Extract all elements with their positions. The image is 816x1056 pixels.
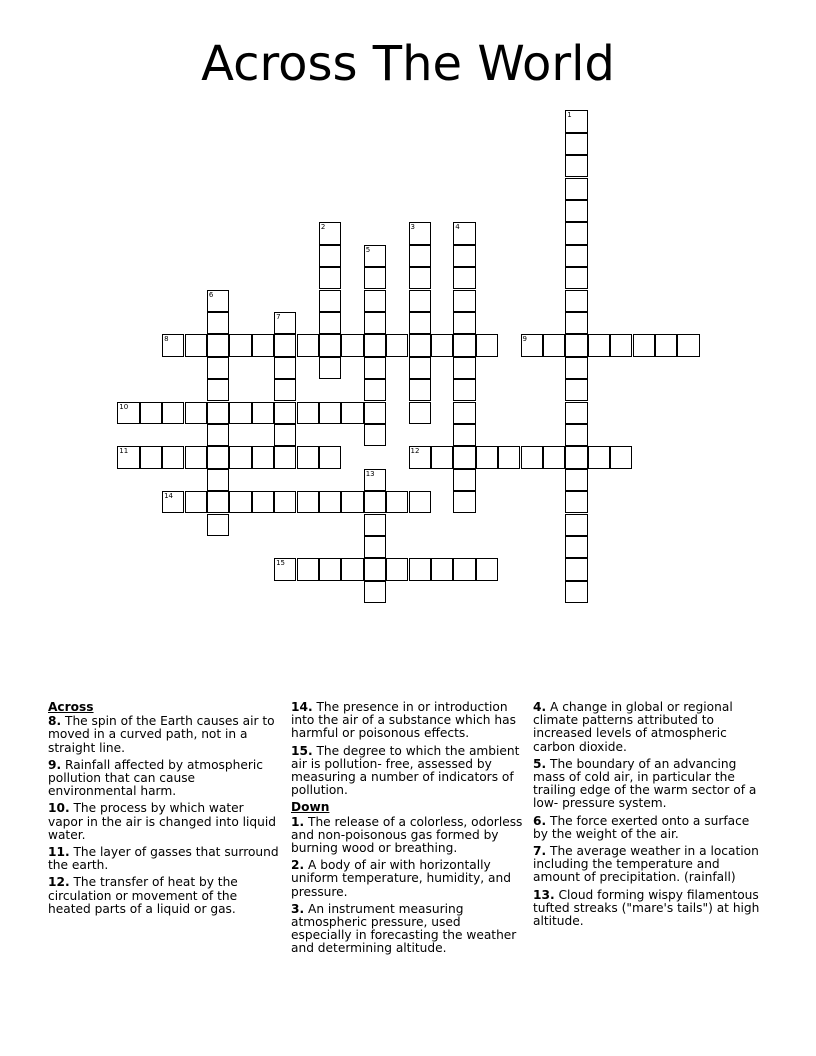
clue-text: The degree to which the ambient air is pollution- free, assessed by measuring a number of indicators of pollution. (291, 743, 520, 798)
grid-cell[interactable] (364, 558, 386, 580)
cell-number: 11 (119, 447, 129, 456)
grid-cell[interactable] (319, 491, 341, 513)
clue-text: A body of air with horizontally uniform temperature, humidity, and pressure. (291, 858, 511, 899)
clue-number: 4. (533, 700, 547, 714)
clue-number: 3. (291, 901, 305, 916)
clue-number: 11. (48, 845, 70, 860)
grid-cell[interactable] (341, 402, 363, 424)
grid-cell[interactable] (431, 334, 453, 356)
clue-number: 8. (48, 714, 62, 729)
clue-down-13 (533, 889, 765, 929)
grid-cell[interactable] (229, 446, 251, 468)
clue-number: 12. (48, 875, 70, 890)
grid-cell[interactable] (207, 446, 229, 468)
clue-down-7 (533, 845, 765, 885)
grid-cell[interactable] (409, 312, 431, 334)
grid-cell[interactable] (274, 357, 296, 379)
grid-cell[interactable] (364, 290, 386, 312)
grid-cell[interactable] (453, 446, 475, 468)
grid-cell[interactable] (319, 267, 341, 289)
grid-cell[interactable] (565, 290, 587, 312)
clue-down-1 (291, 816, 523, 856)
grid-cell[interactable] (319, 245, 341, 267)
cell-number: 5 (365, 245, 371, 254)
grid-cell[interactable] (364, 514, 386, 536)
grid-cell[interactable] (207, 469, 229, 491)
grid-cell[interactable] (274, 334, 296, 356)
grid-cell[interactable] (386, 558, 408, 580)
clue-number: 10. (48, 801, 70, 816)
grid-cell[interactable] (453, 222, 475, 244)
grid-cell[interactable] (207, 424, 229, 446)
grid-cell[interactable] (431, 558, 453, 580)
grid-cell[interactable] (297, 558, 319, 580)
clue-down-3 (291, 903, 523, 956)
clue-text: The transfer of heat by the circulation or movement of the heated parts of a liquid or gas. (48, 875, 238, 916)
grid-cell[interactable] (207, 312, 229, 334)
clue-column-2 (291, 701, 523, 960)
grid-cell[interactable] (252, 334, 274, 356)
clue-text: Cloud forming wispy filamentous tufted streaks ("mare's tails") at high altitude. (533, 887, 760, 929)
grid-cell[interactable] (319, 222, 341, 244)
grid-cell[interactable] (453, 312, 475, 334)
clue-text: The boundary of an advancing mass of cold air, in particular the trailing edge of the warm sector of a low- pressure system. (533, 756, 757, 811)
grid-cell[interactable] (476, 558, 498, 580)
grid-cell[interactable] (565, 110, 587, 132)
grid-cell[interactable] (565, 424, 587, 446)
down-heading: Down (291, 800, 330, 815)
grid-cell[interactable] (364, 469, 386, 491)
clue-across-14 (291, 701, 523, 741)
cell-number: 3 (410, 223, 415, 232)
grid-cell[interactable] (588, 334, 610, 356)
grid-cell[interactable] (610, 334, 632, 356)
clue-text: The process by which water vapor in the air is changed into liquid water. (48, 801, 277, 842)
grid-cell[interactable] (274, 402, 296, 424)
grid-cell[interactable] (117, 402, 139, 424)
grid-cell[interactable] (565, 267, 587, 289)
clue-number: 9. (48, 757, 62, 772)
grid-cell[interactable] (565, 446, 587, 468)
grid-cell[interactable] (364, 536, 386, 558)
clue-down-4 (533, 701, 765, 754)
grid-cell[interactable] (117, 446, 139, 468)
grid-cell[interactable] (565, 245, 587, 267)
grid-cell[interactable] (341, 491, 363, 513)
grid-cell[interactable] (409, 357, 431, 379)
grid-cell[interactable] (565, 514, 587, 536)
clue-down-5 (533, 758, 765, 811)
grid-cell[interactable] (364, 402, 386, 424)
grid-cell[interactable] (453, 424, 475, 446)
grid-cell[interactable] (565, 200, 587, 222)
grid-cell[interactable] (297, 402, 319, 424)
clue-column-1 (48, 701, 280, 920)
grid-cell[interactable] (274, 312, 296, 334)
clue-down-2 (291, 859, 523, 899)
grid-cell[interactable] (274, 424, 296, 446)
grid-cell[interactable] (207, 334, 229, 356)
grid-cell[interactable] (341, 334, 363, 356)
grid-cell[interactable] (565, 133, 587, 155)
clue-number: 15. (291, 743, 313, 758)
clue-text: The spin of the Earth causes air to moved in a curved path, not in a straight line. (48, 714, 275, 755)
grid-cell[interactable] (252, 402, 274, 424)
clue-text: The presence in or introduction into the air of a substance which has harmful or poisonous effects. (291, 700, 516, 741)
grid-cell[interactable] (409, 245, 431, 267)
cell-number: 8 (164, 335, 169, 344)
grid-cell[interactable] (207, 357, 229, 379)
grid-cell[interactable] (565, 312, 587, 334)
clue-number: 1. (291, 814, 305, 829)
grid-cell[interactable] (565, 178, 587, 200)
grid-cell[interactable] (207, 290, 229, 312)
clue-column-3 (533, 701, 765, 932)
grid-cell[interactable] (364, 334, 386, 356)
grid-cell[interactable] (319, 402, 341, 424)
grid-cell[interactable] (409, 491, 431, 513)
grid-cell[interactable] (476, 446, 498, 468)
grid-cell[interactable] (386, 334, 408, 356)
cell-number: 6 (208, 290, 214, 299)
grid-cell[interactable] (409, 446, 431, 468)
cell-number: 9 (522, 335, 527, 344)
grid-cell[interactable] (162, 491, 184, 513)
clue-number: 13. (533, 887, 555, 902)
grid-cell[interactable] (565, 469, 587, 491)
grid-cell[interactable] (185, 402, 207, 424)
grid-cell[interactable] (207, 379, 229, 401)
clue-text: The average weather in a location including the temperature and amount of precipitation. (rainfall) (533, 844, 759, 885)
grid-cell[interactable] (453, 558, 475, 580)
grid-cell[interactable] (677, 334, 699, 356)
clue-across-11 (48, 846, 280, 872)
clue-text: An instrument measuring atmospheric pressure, used especially in forecasting the weather and determining altitude. (291, 901, 517, 956)
cell-number: 10 (119, 402, 129, 411)
grid-cell[interactable] (185, 446, 207, 468)
grid-cell[interactable] (319, 558, 341, 580)
grid-cell[interactable] (274, 558, 296, 580)
grid-cell[interactable] (565, 491, 587, 513)
grid-cell[interactable] (364, 491, 386, 513)
clue-number: 14. (291, 700, 313, 714)
clue-across-8 (48, 715, 280, 755)
grid-cell[interactable] (274, 446, 296, 468)
grid-cell[interactable] (364, 267, 386, 289)
clue-across-10 (48, 802, 280, 842)
grid-cell[interactable] (409, 267, 431, 289)
cell-number: 2 (320, 223, 326, 232)
grid-cell[interactable] (140, 446, 162, 468)
grid-cell[interactable] (162, 402, 184, 424)
clue-text: Rainfall affected by atmospheric pollution that can cause environmental harm. (48, 757, 263, 799)
grid-cell[interactable] (319, 312, 341, 334)
grid-cell[interactable] (229, 334, 251, 356)
grid-cell[interactable] (521, 446, 543, 468)
grid-cell[interactable] (498, 446, 520, 468)
grid-cell[interactable] (364, 245, 386, 267)
grid-cell[interactable] (543, 446, 565, 468)
grid-cell[interactable] (565, 222, 587, 244)
puzzle-title: Across The World (201, 36, 615, 92)
across-heading: Across (48, 700, 94, 714)
clue-number: 6. (533, 813, 547, 828)
clue-text: A change in global or regional climate patterns attributed to increased levels of atmospheric carbon dioxide. (533, 700, 733, 754)
clue-text: The layer of gasses that surround the earth. (48, 845, 279, 873)
grid-cell[interactable] (297, 334, 319, 356)
grid-cell[interactable] (633, 334, 655, 356)
grid-cell[interactable] (364, 312, 386, 334)
cell-number: 7 (276, 312, 281, 321)
grid-cell[interactable] (207, 514, 229, 536)
grid-cell[interactable] (364, 424, 386, 446)
grid-cell[interactable] (565, 402, 587, 424)
grid-cell[interactable] (453, 402, 475, 424)
cell-number: 13 (365, 469, 375, 478)
cell-number: 15 (276, 559, 286, 568)
grid-cell[interactable] (207, 402, 229, 424)
clue-across-9 (48, 759, 280, 799)
grid-cell[interactable] (453, 469, 475, 491)
clue-across-12 (48, 876, 280, 916)
grid-cell[interactable] (453, 357, 475, 379)
grid-cell[interactable] (476, 334, 498, 356)
clue-text: The release of a colorless, odorless and non-poisonous gas formed by burning wood or breathing. (291, 814, 523, 856)
grid-cell[interactable] (565, 155, 587, 177)
grid-cell[interactable] (409, 379, 431, 401)
grid-cell[interactable] (588, 446, 610, 468)
grid-cell[interactable] (274, 379, 296, 401)
grid-cell[interactable] (185, 334, 207, 356)
grid-cell[interactable] (543, 334, 565, 356)
grid-cell[interactable] (453, 491, 475, 513)
grid-cell[interactable] (297, 446, 319, 468)
grid-cell[interactable] (319, 334, 341, 356)
cell-number: 1 (567, 111, 572, 120)
grid-cell[interactable] (453, 267, 475, 289)
grid-cell[interactable] (386, 491, 408, 513)
clue-number: 2. (291, 858, 305, 873)
grid-cell[interactable] (453, 245, 475, 267)
grid-cell[interactable] (409, 558, 431, 580)
grid-cell[interactable] (274, 491, 296, 513)
grid-cell[interactable] (521, 334, 543, 356)
grid-cell[interactable] (319, 446, 341, 468)
grid-cell[interactable] (565, 379, 587, 401)
grid-cell[interactable] (162, 334, 184, 356)
grid-cell[interactable] (409, 334, 431, 356)
grid-cell[interactable] (565, 334, 587, 356)
cell-number: 14 (164, 492, 174, 501)
grid-cell[interactable] (252, 446, 274, 468)
grid-cell[interactable] (364, 379, 386, 401)
grid-cell[interactable] (409, 222, 431, 244)
grid-cell[interactable] (409, 290, 431, 312)
grid-cell[interactable] (140, 402, 162, 424)
grid-cell[interactable] (565, 536, 587, 558)
grid-cell[interactable] (409, 402, 431, 424)
grid-cell[interactable] (364, 357, 386, 379)
grid-cell[interactable] (565, 558, 587, 580)
grid-cell[interactable] (610, 446, 632, 468)
grid-cell[interactable] (229, 402, 251, 424)
grid-cell[interactable] (453, 290, 475, 312)
cell-number: 12 (410, 447, 420, 456)
grid-cell[interactable] (162, 446, 184, 468)
grid-cell[interactable] (655, 334, 677, 356)
grid-cell[interactable] (319, 357, 341, 379)
grid-cell[interactable] (185, 491, 207, 513)
clue-number: 7. (533, 844, 547, 859)
clue-across-15 (291, 745, 523, 798)
grid-cell[interactable] (453, 334, 475, 356)
grid-cell[interactable] (229, 491, 251, 513)
grid-cell[interactable] (565, 357, 587, 379)
grid-cell[interactable] (453, 379, 475, 401)
cell-number: 4 (455, 223, 460, 232)
grid-cell[interactable] (565, 581, 587, 603)
grid-cell[interactable] (252, 491, 274, 513)
grid-cell[interactable] (341, 558, 363, 580)
grid-cell[interactable] (297, 491, 319, 513)
clue-down-6 (533, 815, 765, 841)
grid-cell[interactable] (207, 491, 229, 513)
grid-cell[interactable] (431, 446, 453, 468)
grid-cell[interactable] (319, 290, 341, 312)
grid-cell[interactable] (364, 581, 386, 603)
clue-number: 5. (533, 756, 547, 771)
clue-text: The force exerted onto a surface by the weight of the air. (533, 813, 750, 841)
